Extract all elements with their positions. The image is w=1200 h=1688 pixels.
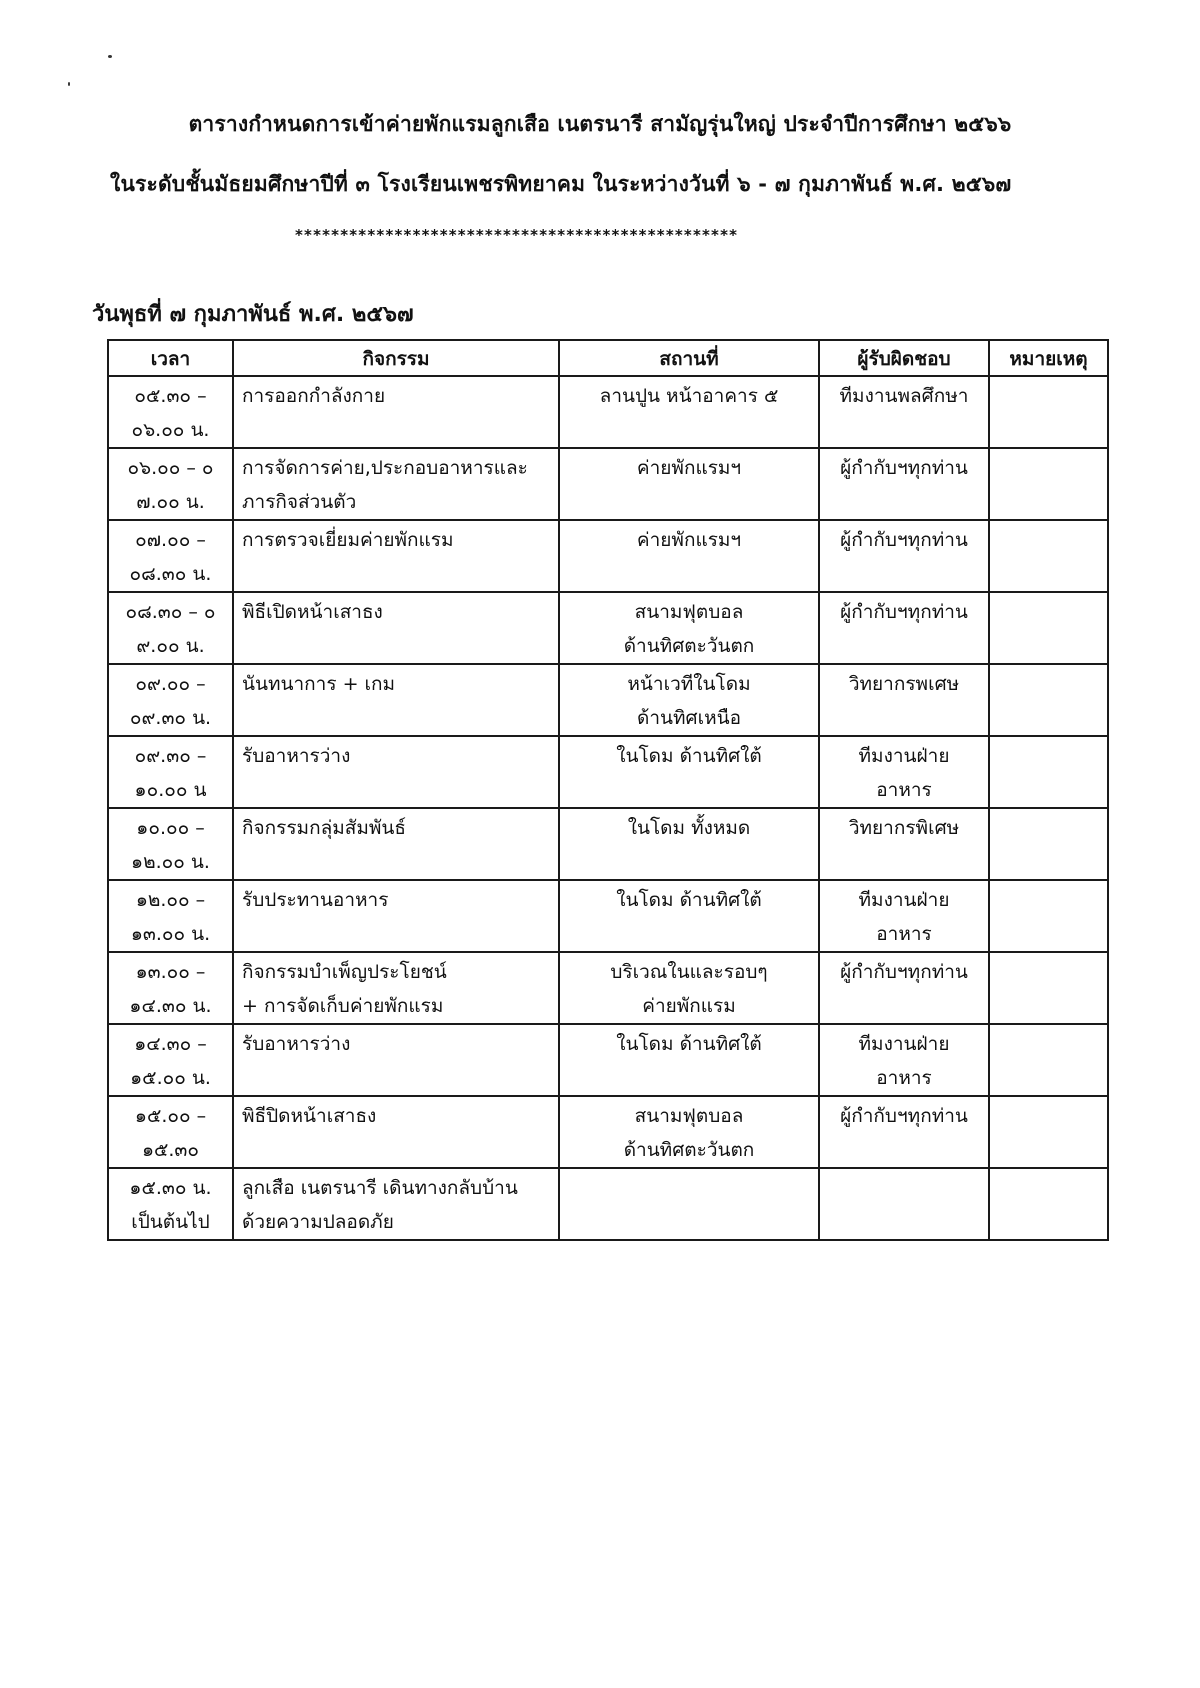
cell-time-line: เป็นต้นไป bbox=[131, 1211, 210, 1233]
cell-activity-line: รับอาหารว่าง bbox=[242, 1033, 351, 1055]
cell-responsible bbox=[819, 592, 989, 664]
cell-time-line: ๑๐.๐๐ – bbox=[136, 817, 205, 839]
cell-activity bbox=[233, 376, 559, 448]
cell-place bbox=[559, 664, 819, 736]
cell-place bbox=[559, 448, 819, 520]
cell-responsible-line: ผู้กำกับฯทุกท่าน bbox=[840, 961, 968, 983]
cell-time bbox=[108, 664, 233, 736]
cell-time-line: ๑๔.๓๐ – bbox=[134, 1033, 207, 1055]
cell-note bbox=[989, 1024, 1108, 1096]
cell-time bbox=[108, 1096, 233, 1168]
cell-time-line: ๑๒.๐๐ น. bbox=[131, 851, 210, 873]
cell-responsible-line: วิทยากรพิเศษ bbox=[848, 817, 960, 839]
cell-time-line: ๐๘.๓๐ น. bbox=[129, 563, 212, 585]
cell-time bbox=[108, 952, 233, 1024]
cell-place-line: สนามฟุตบอล bbox=[634, 1105, 744, 1127]
cell-place-line: ในโดม ด้านทิศใต้ bbox=[616, 889, 762, 911]
day-heading: วันพุธที่ ๗ กุมภาพันธ์ พ.ศ. ๒๕๖๗ bbox=[92, 302, 414, 327]
separator-line: ************************************************* bbox=[295, 226, 739, 244]
cell-place-line: ค่ายพักแรม bbox=[642, 995, 736, 1017]
schedule-table bbox=[107, 339, 1109, 1241]
cell-place bbox=[559, 808, 819, 880]
document-title-line-1: ตารางกำหนดการเข้าค่ายพักแรมลูกเสือ เนตรนารี สามัญรุ่นใหญ่ ประจำปีการศึกษา ๒๕๖๖ bbox=[188, 112, 1012, 136]
cell-time-line: ๐๘.๓๐ – ๐ bbox=[125, 601, 216, 623]
header-responsible: ผู้รับผิดชอบ bbox=[819, 340, 989, 376]
cell-time-line: ๑๐.๐๐ น bbox=[134, 779, 207, 801]
cell-responsible-line: ทีมงานฝ่าย bbox=[858, 745, 950, 767]
cell-responsible-line: ทีมงานฝ่าย bbox=[858, 1033, 950, 1055]
cell-responsible-line: ผู้กำกับฯทุกท่าน bbox=[840, 1105, 968, 1127]
table-row bbox=[108, 376, 1108, 448]
cell-place bbox=[559, 376, 819, 448]
scan-speck bbox=[68, 82, 70, 86]
cell-place bbox=[559, 520, 819, 592]
header-time: เวลา bbox=[108, 340, 233, 376]
cell-note bbox=[989, 880, 1108, 952]
cell-place bbox=[559, 1024, 819, 1096]
cell-note bbox=[989, 520, 1108, 592]
table-row bbox=[108, 952, 1108, 1024]
cell-activity bbox=[233, 664, 559, 736]
cell-time bbox=[108, 880, 233, 952]
cell-responsible bbox=[819, 1168, 989, 1240]
cell-time bbox=[108, 808, 233, 880]
cell-activity-line: ด้วยความปลอดภัย bbox=[242, 1211, 394, 1233]
cell-time bbox=[108, 736, 233, 808]
cell-responsible-line: ผู้กำกับฯทุกท่าน bbox=[840, 457, 968, 479]
table-row bbox=[108, 592, 1108, 664]
cell-time bbox=[108, 448, 233, 520]
cell-place bbox=[559, 952, 819, 1024]
cell-place-line: บริเวณในและรอบๆ bbox=[610, 961, 768, 983]
cell-responsible-line: ผู้กำกับฯทุกท่าน bbox=[840, 529, 968, 551]
cell-activity-line: รับประทานอาหาร bbox=[242, 889, 389, 911]
table-row bbox=[108, 880, 1108, 952]
cell-place-line: ในโดม ด้านทิศใต้ bbox=[616, 1033, 762, 1055]
cell-activity bbox=[233, 952, 559, 1024]
cell-activity-line: กิจกรรมกลุ่มสัมพันธ์ bbox=[242, 817, 406, 839]
table-row bbox=[108, 448, 1108, 520]
cell-responsible bbox=[819, 736, 989, 808]
cell-note bbox=[989, 448, 1108, 520]
cell-time-line: ๐๖.๐๐ – ๐ bbox=[127, 457, 214, 479]
table-header-row bbox=[108, 340, 1108, 376]
table-row bbox=[108, 1168, 1108, 1240]
cell-note bbox=[989, 1168, 1108, 1240]
cell-time-line: ๑๓.๐๐ – bbox=[135, 961, 206, 983]
cell-time bbox=[108, 376, 233, 448]
cell-responsible-line: อาหาร bbox=[876, 779, 932, 801]
cell-place-line: ในโดม ทั้งหมด bbox=[627, 817, 751, 839]
cell-time-line: ๑๕.๓๐ bbox=[141, 1139, 200, 1161]
cell-place bbox=[559, 592, 819, 664]
cell-time-line: ๑๓.๐๐ น. bbox=[130, 923, 211, 945]
cell-place-line: ด้านทิศตะวันตก bbox=[623, 635, 755, 657]
cell-responsible-line: วิทยากรพเศษ bbox=[848, 673, 960, 695]
cell-activity-line: รับอาหารว่าง bbox=[242, 745, 351, 767]
cell-activity-line: ภารกิจส่วนตัว bbox=[242, 491, 357, 513]
cell-time-line: ๐๗.๐๐ – bbox=[135, 529, 206, 551]
cell-time-line: ๙.๐๐ น. bbox=[136, 635, 205, 657]
cell-note bbox=[989, 664, 1108, 736]
cell-activity bbox=[233, 592, 559, 664]
cell-responsible-line: อาหาร bbox=[876, 1067, 932, 1089]
cell-responsible-line: ผู้กำกับฯทุกท่าน bbox=[840, 601, 968, 623]
cell-place-line: ด้านทิศตะวันตก bbox=[623, 1139, 755, 1161]
cell-place-line: ด้านทิศเหนือ bbox=[637, 707, 741, 729]
cell-place bbox=[559, 1096, 819, 1168]
cell-activity-line: พิธีเปิดหน้าเสาธง bbox=[242, 601, 383, 623]
cell-time bbox=[108, 592, 233, 664]
header-place: สถานที่ bbox=[559, 340, 819, 376]
cell-responsible bbox=[819, 520, 989, 592]
cell-note bbox=[989, 592, 1108, 664]
cell-note bbox=[989, 1096, 1108, 1168]
cell-responsible bbox=[819, 880, 989, 952]
table-row bbox=[108, 1096, 1108, 1168]
cell-time-line: ๐๙.๓๐ – bbox=[134, 745, 207, 767]
cell-place bbox=[559, 880, 819, 952]
cell-activity-line: + การจัดเก็บค่ายพักแรม bbox=[242, 995, 444, 1017]
cell-activity bbox=[233, 1096, 559, 1168]
cell-responsible bbox=[819, 952, 989, 1024]
cell-activity-line: กิจกรรมบำเพ็ญประโยชน์ bbox=[242, 961, 447, 983]
table-row bbox=[108, 664, 1108, 736]
cell-time bbox=[108, 520, 233, 592]
cell-responsible bbox=[819, 1024, 989, 1096]
cell-time-line: ๐๙.๐๐ – bbox=[135, 673, 206, 695]
cell-activity-line: ลูกเสือ เนตรนารี เดินทางกลับบ้าน bbox=[242, 1177, 518, 1199]
cell-note bbox=[989, 736, 1108, 808]
cell-note bbox=[989, 952, 1108, 1024]
cell-responsible bbox=[819, 1096, 989, 1168]
cell-time bbox=[108, 1024, 233, 1096]
cell-place bbox=[559, 736, 819, 808]
cell-activity bbox=[233, 448, 559, 520]
table-row bbox=[108, 736, 1108, 808]
cell-activity bbox=[233, 1168, 559, 1240]
cell-time-line: ๐๕.๓๐ – bbox=[134, 385, 207, 407]
document-title-line-2: ในระดับชั้นมัธยมศึกษาปีที่ ๓ โรงเรียนเพชรพิทยาคม ในระหว่างวันที่ ๖ - ๗ กุมภาพันธ์ พ.ศ. ๒๕๖๗ bbox=[110, 172, 1012, 196]
cell-activity bbox=[233, 520, 559, 592]
header-activity: กิจกรรม bbox=[233, 340, 559, 376]
cell-time-line: ๑๒.๐๐ – bbox=[135, 889, 206, 911]
table-row bbox=[108, 520, 1108, 592]
cell-place-line: ในโดม ด้านทิศใต้ bbox=[616, 745, 762, 767]
cell-place-line: ค่ายพักแรมฯ bbox=[636, 529, 742, 551]
cell-time-line: ๑๕.๓๐ น. bbox=[129, 1177, 212, 1199]
cell-place-line: หน้าเวทีในโดม bbox=[627, 673, 751, 695]
header-note: หมายเหตุ bbox=[989, 340, 1108, 376]
cell-time bbox=[108, 1168, 233, 1240]
cell-responsible-line: ทีมงานพลศึกษา bbox=[839, 385, 969, 407]
cell-activity-line: นันทนาการ + เกม bbox=[242, 673, 396, 695]
cell-time-line: ๑๕.๐๐ น. bbox=[130, 1067, 211, 1089]
cell-activity-line: การตรวจเยี่ยมค่ายพักแรม bbox=[242, 529, 454, 551]
cell-time-line: ๑๕.๐๐ – bbox=[134, 1105, 207, 1127]
cell-responsible-line: ทีมงานฝ่าย bbox=[858, 889, 950, 911]
table-row bbox=[108, 1024, 1108, 1096]
cell-time-line: ๐๙.๓๐ น. bbox=[129, 707, 212, 729]
cell-activity-line: การออกกำลังกาย bbox=[242, 385, 386, 407]
cell-time-line: ๗.๐๐ น. bbox=[136, 491, 205, 513]
cell-responsible bbox=[819, 664, 989, 736]
scan-speck bbox=[108, 55, 112, 58]
cell-place-line: ค่ายพักแรมฯ bbox=[636, 457, 742, 479]
cell-activity-line: การจัดการค่าย,ประกอบอาหารและ bbox=[242, 457, 528, 479]
cell-activity bbox=[233, 736, 559, 808]
cell-place-line: สนามฟุตบอล bbox=[634, 601, 744, 623]
cell-responsible bbox=[819, 448, 989, 520]
cell-note bbox=[989, 376, 1108, 448]
cell-note bbox=[989, 808, 1108, 880]
cell-activity bbox=[233, 1024, 559, 1096]
cell-responsible-line: อาหาร bbox=[876, 923, 932, 945]
cell-time-line: ๐๖.๐๐ น. bbox=[131, 419, 210, 441]
cell-activity bbox=[233, 808, 559, 880]
table-row bbox=[108, 808, 1108, 880]
cell-place-line: ลานปูน หน้าอาคาร ๕ bbox=[599, 385, 779, 407]
cell-responsible bbox=[819, 808, 989, 880]
cell-activity bbox=[233, 880, 559, 952]
cell-time-line: ๑๔.๓๐ น. bbox=[129, 995, 212, 1017]
cell-place bbox=[559, 1168, 819, 1240]
cell-activity-line: พิธีปิดหน้าเสาธง bbox=[242, 1105, 377, 1127]
cell-responsible bbox=[819, 376, 989, 448]
